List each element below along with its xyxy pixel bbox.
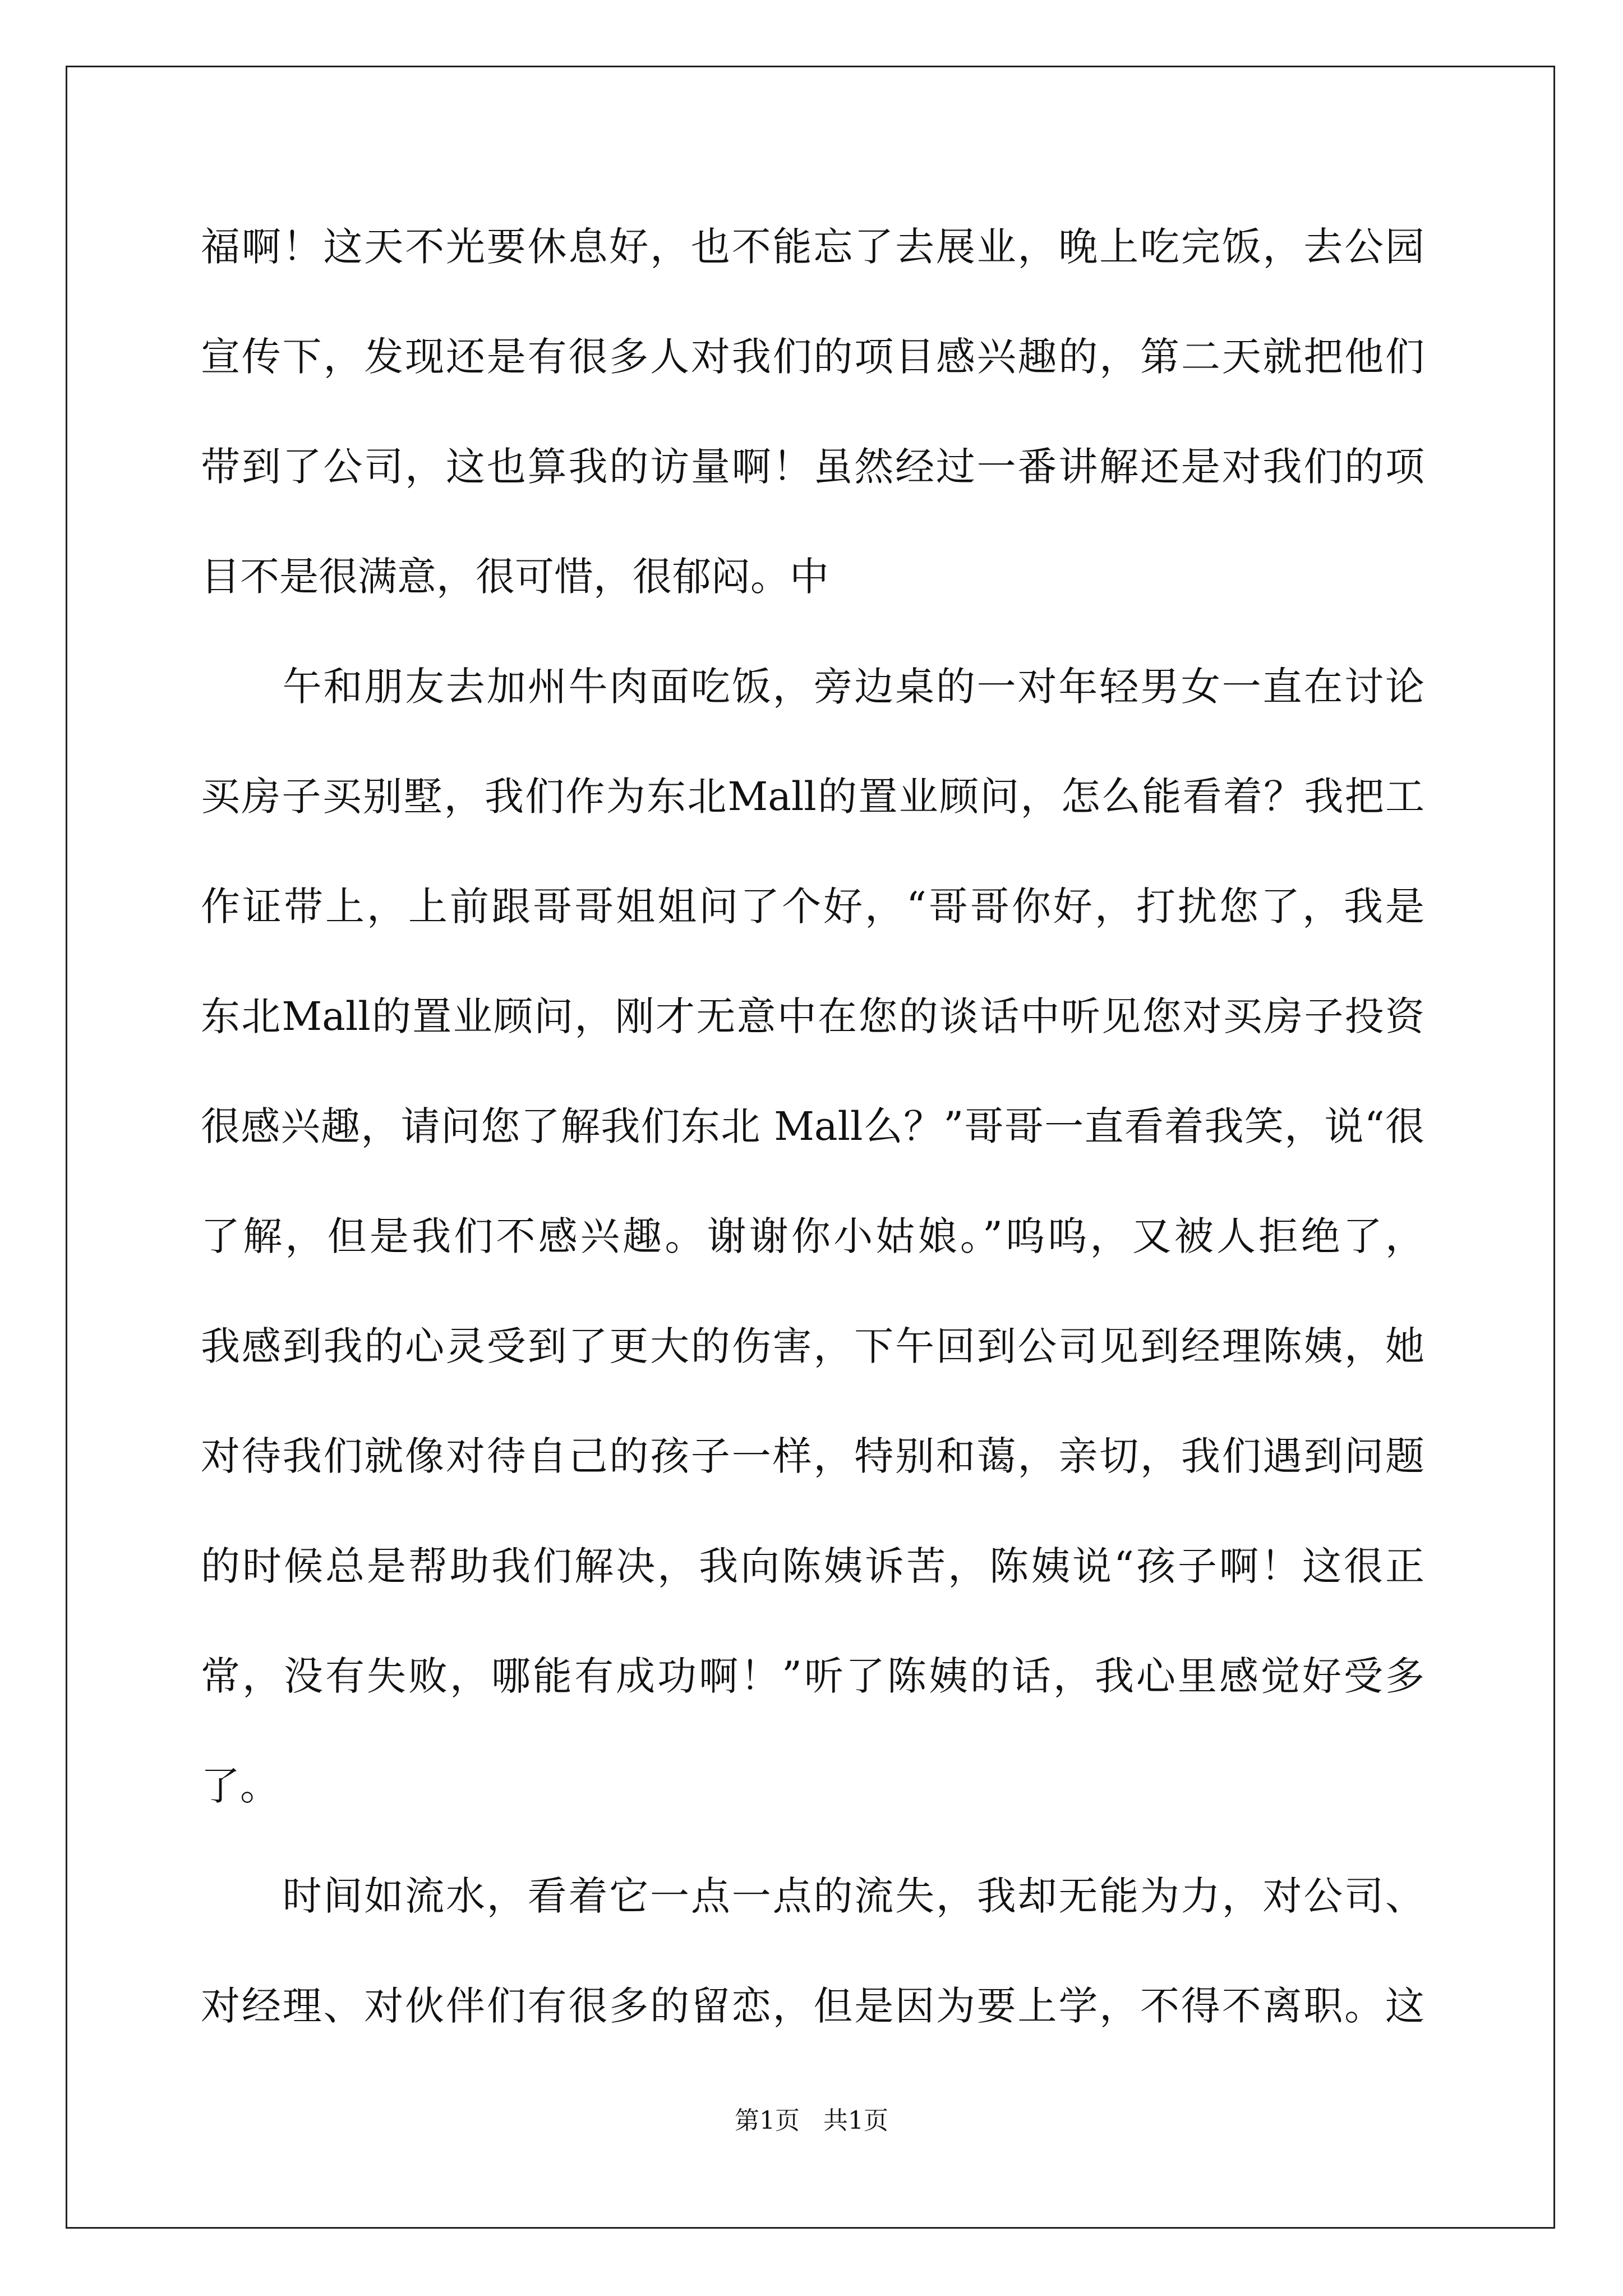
text-line: 我感到我的心灵受到了更大的伤害，下午回到公司见到经理陈姨，她 — [201, 1323, 1424, 1369]
page-number: 第1页 — [735, 2106, 800, 2135]
text-line: 很感兴趣，请问您了解我们东北 Mall么？”哥哥一直看着我笑，说“很 — [201, 1103, 1424, 1149]
page-total: 共1页 — [823, 2106, 888, 2135]
text-line: 常，没有失败，哪能有成功啊！”听了陈姨的话，我心里感觉好受多 — [201, 1653, 1424, 1699]
text-line: 带到了公司，这也算我的访量啊！虽然经过一番讲解还是对我们的项 — [201, 444, 1424, 490]
text-line: 的时候总是帮助我们解决，我向陈姨诉苦，陈姨说“孩子啊！这很正 — [201, 1543, 1424, 1589]
text-line: 了解，但是我们不感兴趣。谢谢你小姑娘。”呜呜，又被人拒绝了， — [201, 1213, 1424, 1259]
text-line: 了。 — [201, 1763, 279, 1809]
text-line: 福啊！这天不光要休息好，也不能忘了去展业，晚上吃完饭，去公园 — [201, 224, 1424, 270]
page-footer — [0, 2105, 1623, 2137]
text-line: 宣传下，发现还是有很多人对我们的项目感兴趣的，第二天就把他们 — [201, 334, 1424, 380]
text-line: 买房子买别墅，我们作为东北Mall的置业顾问，怎么能看着？我把工 — [201, 774, 1424, 820]
text-line: 对经理、对伙伴们有很多的留恋，但是因为要上学，不得不离职。这 — [201, 1983, 1424, 2029]
text-line: 对待我们就像对待自己的孩子一样，特别和蔼，亲切，我们遇到问题 — [201, 1433, 1424, 1479]
text-line: 东北Mall的置业顾问，刚才无意中在您的谈话中听见您对买房子投资 — [201, 993, 1424, 1039]
text-line: 作证带上，上前跟哥哥姐姐问了个好，“哥哥你好，打扰您了，我是 — [201, 884, 1424, 930]
text-line: 午和朋友去加州牛肉面吃饭，旁边桌的一对年轻男女一直在讨论 — [201, 664, 1424, 710]
text-line: 目不是很满意，很可惜，很郁闷。中 — [201, 554, 829, 600]
text-line: 时间如流水，看着它一点一点的流失，我却无能为力，对公司、 — [201, 1873, 1424, 1919]
